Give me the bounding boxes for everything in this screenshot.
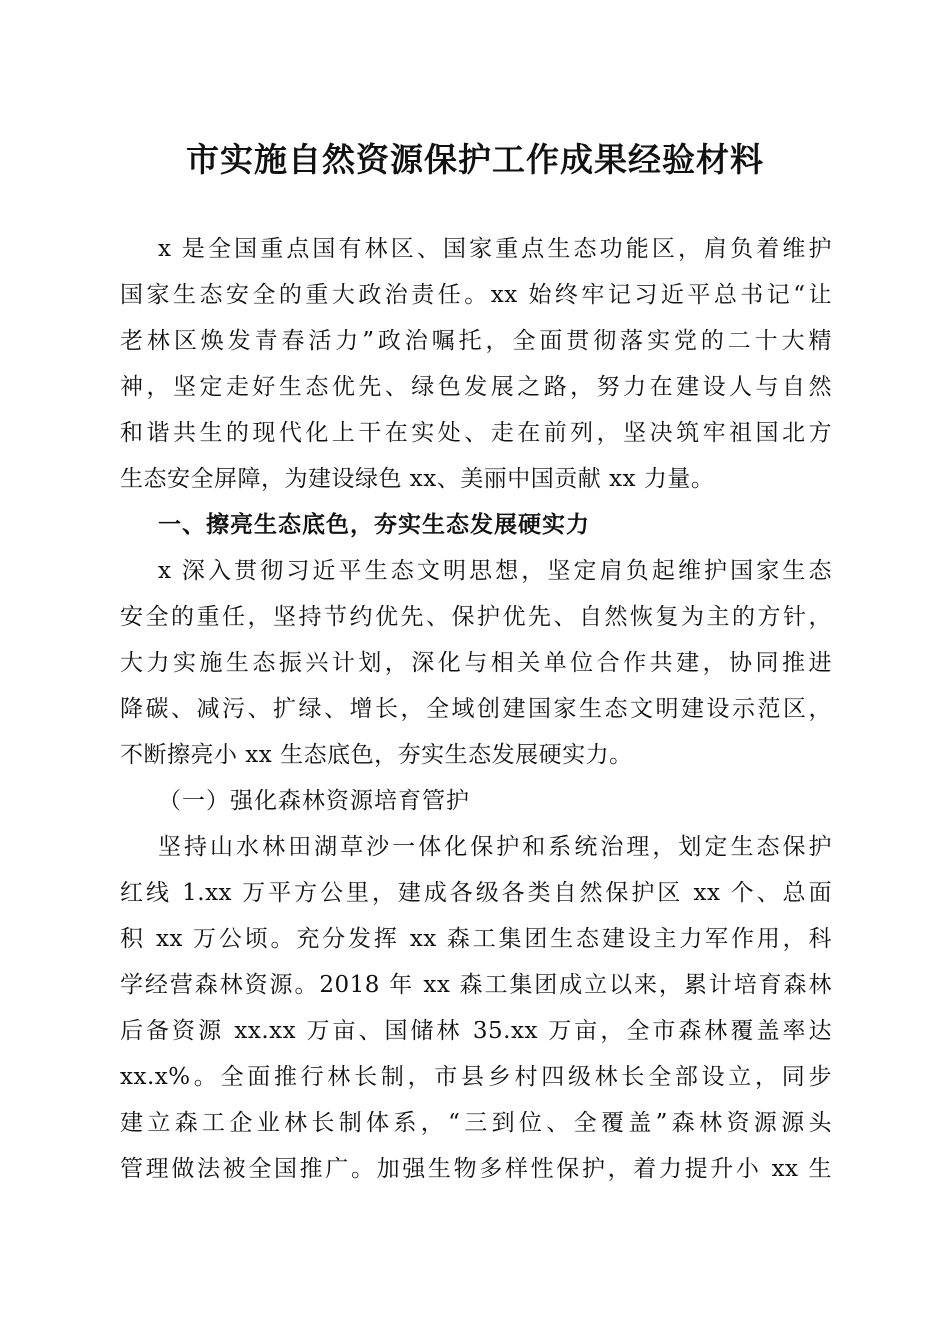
subsection1-line: 建立森工企业林长制体系，“三到位、全覆盖”森林资源源头 bbox=[120, 1110, 832, 1136]
intro-line: 老林区焕发青春活力”政治嘱托，全面贯彻落实党的二十大精 bbox=[120, 328, 832, 354]
section1-line: 大力实施生态振兴计划，深化与相关单位合作共建，协同推进 bbox=[120, 650, 832, 676]
subsection1-line: xx.x%。全面推行林长制，市县乡村四级林长全部设立，同步 bbox=[120, 1064, 832, 1090]
section1-line: 不断擦亮小 xx 生态底色，夯实生态发展硬实力。 bbox=[120, 742, 633, 768]
intro-line: 生态安全屏障，为建设绿色 xx、美丽中国贡献 xx 力量。 bbox=[120, 466, 715, 492]
intro-line: x 是全国重点国有林区、国家重点生态功能区，肩负着维护 bbox=[158, 236, 832, 262]
intro-line: 和谐共生的现代化上干在实处、走在前列，坚决筑牢祖国北方 bbox=[120, 420, 832, 446]
subsection1-line: 管理做法被全国推广。加强生物多样性保护，着力提升小 xx 生 bbox=[120, 1156, 832, 1182]
intro-line: 神，坚定走好生态优先、绿色发展之路，努力在建设人与自然 bbox=[120, 374, 832, 400]
section1-line: 安全的重任，坚持节约优先、保护优先、自然恢复为主的方针， bbox=[120, 604, 832, 630]
section-heading: 一、擦亮生态底色，夯实生态发展硬实力 bbox=[158, 512, 590, 538]
intro-line: 国家生态安全的重大政治责任。xx 始终牢记习近平总书记“让 bbox=[120, 282, 832, 308]
subsection-heading: （一）强化森林资源培育管护 bbox=[158, 788, 470, 814]
subsection1-line: 红线 1.xx 万平方公里，建成各级各类自然保护区 xx 个、总面 bbox=[120, 880, 832, 906]
section1-line: 降碳、减污、扩绿、增长，全域创建国家生态文明建设示范区， bbox=[120, 696, 832, 722]
subsection1-line: 学经营森林资源。2018 年 xx 森工集团成立以来，累计培育森林 bbox=[120, 972, 832, 998]
subsection1-line: 后备资源 xx.xx 万亩、国储林 35.xx 万亩，全市森林覆盖率达 bbox=[120, 1018, 832, 1044]
subsection1-line: 积 xx 万公顷。充分发挥 xx 森工集团生态建设主力军作用，科 bbox=[120, 926, 832, 952]
section1-line: x 深入贯彻习近平生态文明思想，坚定肩负起维护国家生态 bbox=[158, 558, 832, 584]
subsection1-line: 坚持山水林田湖草沙一体化保护和系统治理，划定生态保护 bbox=[158, 834, 832, 860]
document-title: 市实施自然资源保护工作成果经验材料 bbox=[186, 140, 764, 179]
